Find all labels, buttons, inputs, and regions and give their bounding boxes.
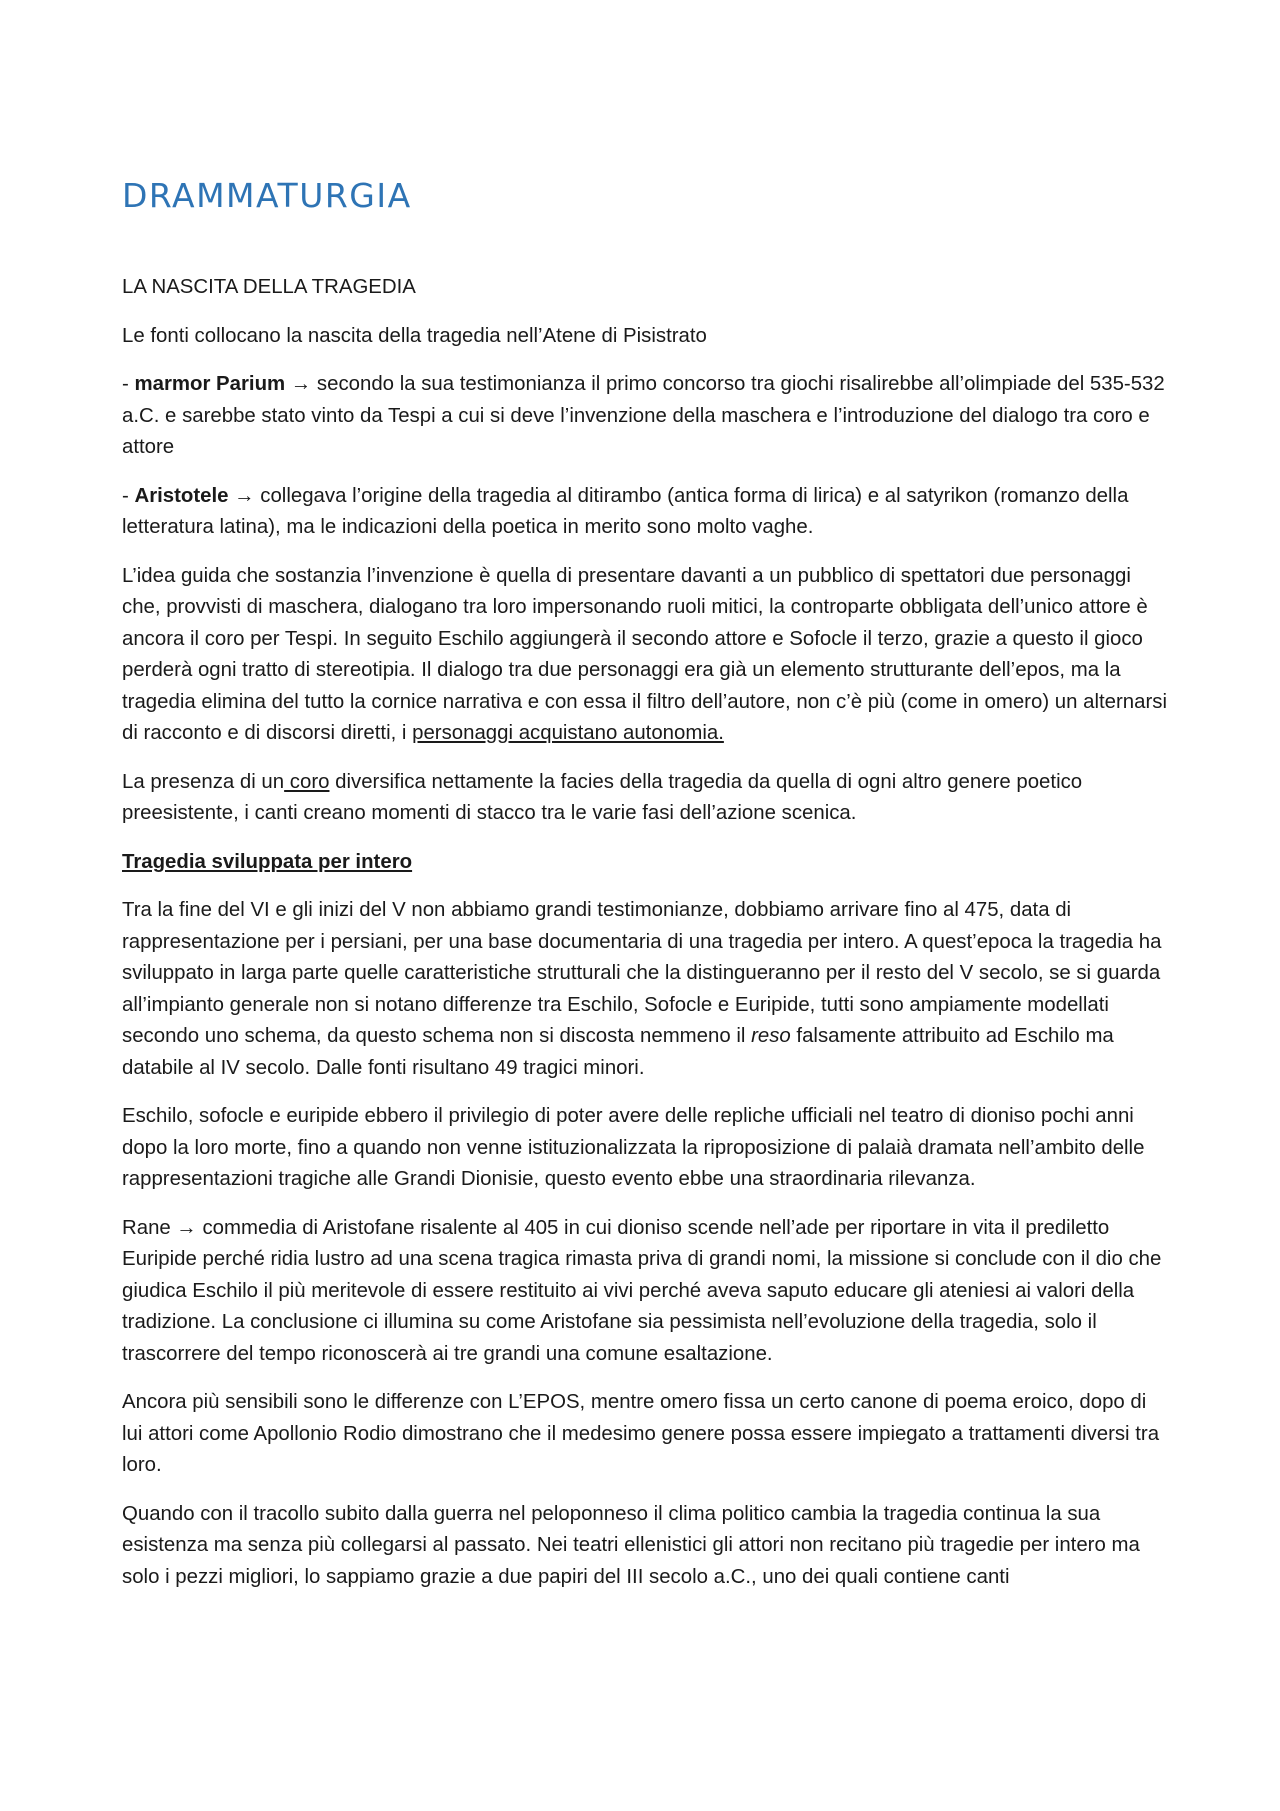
document-body bbox=[122, 272, 1167, 1610]
section-heading: LA NASCITA DELLA TRAGEDIA bbox=[122, 276, 416, 298]
subheading: Tragedia sviluppata per intero bbox=[122, 850, 413, 873]
arrow-icon: → bbox=[290, 373, 312, 395]
paragraph-quando: Quando con il tracollo subito dalla guerra nel peloponneso il clima politico cambia la tragedia continua la sua esistenza ma senza più collegarsi al passato. Nei teatri ellenistici gli attori non recitano più tragedie per intero ma solo i pezzi migliori, lo sappiamo grazie a due papiri del III secolo a.C., uno dei quali contiene canti bbox=[122, 1502, 1140, 1588]
arrow-icon: → bbox=[234, 484, 255, 507]
paragraph-epos: Ancora più sensibili sono le differenze con L’EPOS, mentre omero fissa un certo canone di poema eroico, dopo di lui attori come Apollonio Rodio dimostrano che il medesimo genere possa essere impiegato a trattamenti diversi tra loro. bbox=[122, 1391, 1160, 1476]
document-title: DRAMMATURGIA bbox=[122, 176, 412, 215]
paragraph-marmor: - marmor Parium → secondo la sua testimonianza il primo concorso tra giochi risalirebbe all’olimpiade del 535-532 a.C. e sarebbe stato vinto da Tespi a cui si deve l’invenzione della maschera e l’introduzione del dialogo tra coro e attore bbox=[122, 373, 1165, 458]
underlined-phrase: personaggi acquistano autonomia. bbox=[412, 722, 724, 744]
paragraph-idea: L’idea guida che sostanzia l’invenzione è quella di presentare davanti a un pubblico di spettatori due personaggi che, provvisti di maschera, dialogano tra loro impersonando ruoli mitici, la controparte obbligata dell’unico attore è ancora il coro per Tespi. In seguito Eschilo aggiungerà il secondo attore e Sofocle il terzo, grazie a questo il gioco perderà ogni tratto di stereotipia. Il dialogo tra due personaggi era già un elemento strutturante dell’epos, ma la tragedia elimina del tutto la cornice narrativa e con essa il filtro dell’autore, non c’è più (come in omero) un alternarsi di racconto e di discorsi diretti, i personaggi acquistano autonomia. bbox=[122, 564, 1167, 744]
arrow-icon: → bbox=[176, 1216, 197, 1239]
italic-reso: reso bbox=[751, 1025, 791, 1047]
paragraph-rane: Rane → commedia di Aristofane risalente al 405 in cui dioniso scende nell’ade per riportare in vita il prediletto Euripide perché ridia lustro ad una scena tragica rimasta priva di grandi nomi, la missione si conclude con il dio che giudica Eschilo il più meritevole di essere restituito ai vivi perché aveva saputo educare gli ateniesi ai valori della tradizione. La conclusione ci illumina su come Aristofane sia pessimista nell’evoluzione della tragedia, solo il trascorrere del tempo riconoscerà ai tre grandi una comune esaltazione. bbox=[122, 1216, 1162, 1365]
term-aristotele: Aristotele bbox=[134, 484, 229, 507]
paragraph-intro: Le fonti collocano la nascita della tragedia nell’Atene di Pisistrato bbox=[122, 324, 707, 347]
term-marmor-parium: marmor Parium bbox=[134, 373, 286, 395]
paragraph-fine: Tra la fine del VI e gli inizi del V non abbiamo grandi testimonianze, dobbiamo arrivare fino al 475, data di rappresentazione per i persiani, per una base documentaria di una tragedia per intero. A quest’epoca la tragedia ha sviluppato in larga parte quelle caratteristiche strutturali che la distingueranno per il resto del V secolo, se si guarda all’impianto generale non si notano differenze tra Eschilo, Sofocle e Euripide, tutti sono ampiamente modellati secondo uno schema, da questo schema non si discosta nemmeno il reso falsamente attribuito ad Eschilo ma databile al IV secolo. Dalle fonti risultano 49 tragici minori. bbox=[122, 899, 1162, 1079]
paragraph-coro: La presenza di un coro diversifica nettamente la facies della tragedia da quella di ogni altro genere poetico preesistente, i canti creano momenti di stacco tra le varie fasi dell’azione scenica. bbox=[122, 770, 1083, 824]
paragraph-eschilo: Eschilo, sofocle e euripide ebbero il privilegio di poter avere delle repliche ufficiali nel teatro di dioniso pochi anni dopo la loro morte, fino a quando non venne istituzionalizzata la riproposizione di palaià dramata nell’ambito delle rappresentazioni tragiche alle Grandi Dionisie, questo evento ebbe una straordinaria rilevanza. bbox=[122, 1105, 1145, 1190]
underlined-coro: coro bbox=[284, 770, 330, 793]
paragraph-aristotele: - Aristotele → collegava l’origine della tragedia al ditirambo (antica forma di lirica) e al satyrikon (romanzo della letteratura latina), ma le indicazioni della poetica in merito sono molto vaghe. bbox=[122, 484, 1129, 538]
